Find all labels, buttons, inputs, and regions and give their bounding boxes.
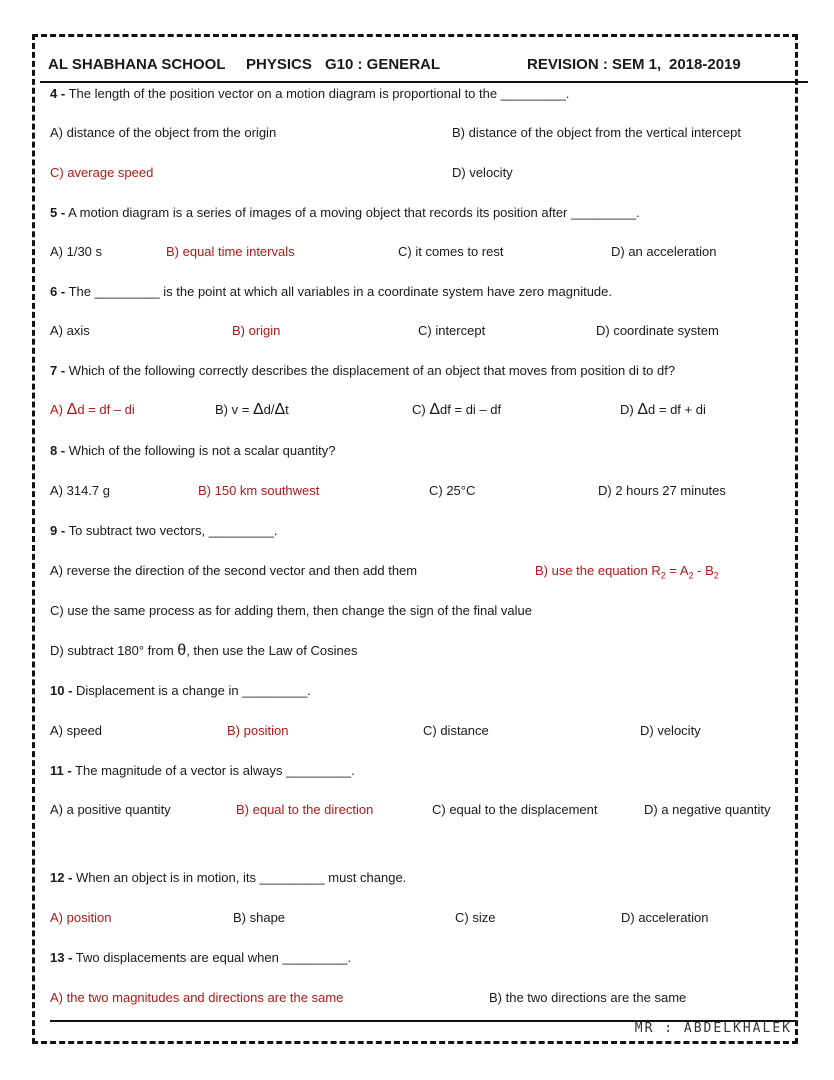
q7-option-d[interactable]: D) Δd = df + di [620, 401, 706, 418]
delta-symbol: Δ [66, 401, 78, 418]
q6-option-a[interactable]: A) axis [50, 323, 90, 338]
q4-option-c-answer[interactable]: C) average speed [50, 165, 154, 180]
question-7: 7 - Which of the following correctly describes the displacement of an object that moves from position di to df? [50, 363, 676, 378]
q7-option-c[interactable]: C) Δdf = di – df [412, 401, 502, 418]
grade-label: G10 : GENERAL [325, 56, 441, 73]
q8-option-c[interactable]: C) 25°C [429, 483, 476, 498]
q6-option-b-answer[interactable]: B) origin [232, 323, 281, 338]
q12-option-c[interactable]: C) size [455, 910, 496, 925]
question-10: 10 - Displacement is a change in _________. [50, 683, 311, 698]
q8-option-b-answer[interactable]: B) 150 km southwest [198, 483, 320, 498]
q9-option-b-answer[interactable]: B) use the equation $R_2 = A_2 - B_2$ [535, 563, 719, 581]
question-13: 13 - Two displacements are equal when _________. [50, 950, 352, 965]
q11-option-c[interactable]: C) equal to the displacement [432, 802, 598, 817]
q10-option-a[interactable]: A) speed [50, 723, 103, 738]
delta-symbol: Δ [252, 401, 264, 418]
q5-option-a[interactable]: A) 1/30 s [50, 244, 103, 259]
question-12: 12 - When an object is in motion, its _________ must change. [50, 870, 407, 885]
theta-symbol: θ [177, 642, 187, 659]
q10-option-b-answer[interactable]: B) position [227, 723, 289, 738]
q13-option-b[interactable]: B) the two directions are the same [489, 990, 687, 1005]
question-8: 8 - Which of the following is not a scalar quantity? [50, 443, 336, 458]
q13-option-a-answer[interactable]: A) the two magnitudes and directions are the same [50, 990, 344, 1005]
q5-option-b-answer[interactable]: B) equal time intervals [166, 244, 295, 259]
delta-symbol: Δ [637, 401, 649, 418]
q6-option-c[interactable]: C) intercept [418, 323, 486, 338]
delta-symbol: Δ [429, 401, 441, 418]
q10-option-c[interactable]: C) distance [423, 723, 489, 738]
q4-option-d[interactable]: D) velocity [452, 165, 513, 180]
question-6: 6 - The _________ is the point at which all variables in a coordinate system have zero magnitude. [50, 284, 612, 299]
q12-option-d[interactable]: D) acceleration [621, 910, 709, 925]
q5-option-c[interactable]: C) it comes to rest [398, 244, 504, 259]
q8-option-a[interactable]: A) 314.7 g [50, 483, 110, 498]
question-9: 9 - To subtract two vectors, _________. [50, 523, 278, 538]
q12-option-b[interactable]: B) shape [233, 910, 286, 925]
q11-option-a[interactable]: A) a positive quantity [50, 802, 171, 817]
q6-option-d[interactable]: D) coordinate system [596, 323, 719, 338]
subject-label: PHYSICS [246, 56, 312, 73]
school-name: AL SHABHANA SCHOOL [48, 56, 226, 73]
q12-option-a-answer[interactable]: A) position [50, 910, 112, 925]
question-5: 5 - A motion diagram is a series of images of a moving object that records its position after _________. [50, 205, 640, 220]
delta-symbol: Δ [274, 401, 286, 418]
year-label: 2018-2019 [669, 56, 741, 73]
q4-option-a[interactable]: A) distance of the object from the origin [50, 125, 277, 140]
q8-option-d[interactable]: D) 2 hours 27 minutes [598, 483, 726, 498]
q11-option-d[interactable]: D) a negative quantity [644, 802, 771, 817]
teacher-signature: MR : ABDELKHALEK [634, 1021, 792, 1036]
q7-option-a-answer[interactable]: A) Δd = df – di [50, 401, 135, 418]
q4-option-b[interactable]: B) distance of the object from the vertical intercept [452, 125, 742, 140]
question-4: 4 - The length of the position vector on a motion diagram is proportional to the _________. [50, 86, 570, 101]
header-divider [40, 81, 808, 83]
revision-label: REVISION : SEM 1, [527, 56, 662, 73]
q10-option-d[interactable]: D) velocity [640, 723, 701, 738]
q9-option-c[interactable]: C) use the same process as for adding them, then change the sign of the final value [50, 603, 533, 618]
q7-option-b[interactable]: B) v = Δd/Δt [215, 401, 289, 418]
q11-option-b-answer[interactable]: B) equal to the direction [236, 802, 374, 817]
q9-option-a[interactable]: A) reverse the direction of the second vector and then add them [50, 563, 418, 578]
question-11: 11 - The magnitude of a vector is always _________. [50, 763, 355, 778]
q5-option-d[interactable]: D) an acceleration [611, 244, 717, 259]
page-border [32, 34, 798, 1044]
q9-option-d[interactable]: D) subtract 180° from θ, then use the Law of Cosines [50, 642, 358, 659]
